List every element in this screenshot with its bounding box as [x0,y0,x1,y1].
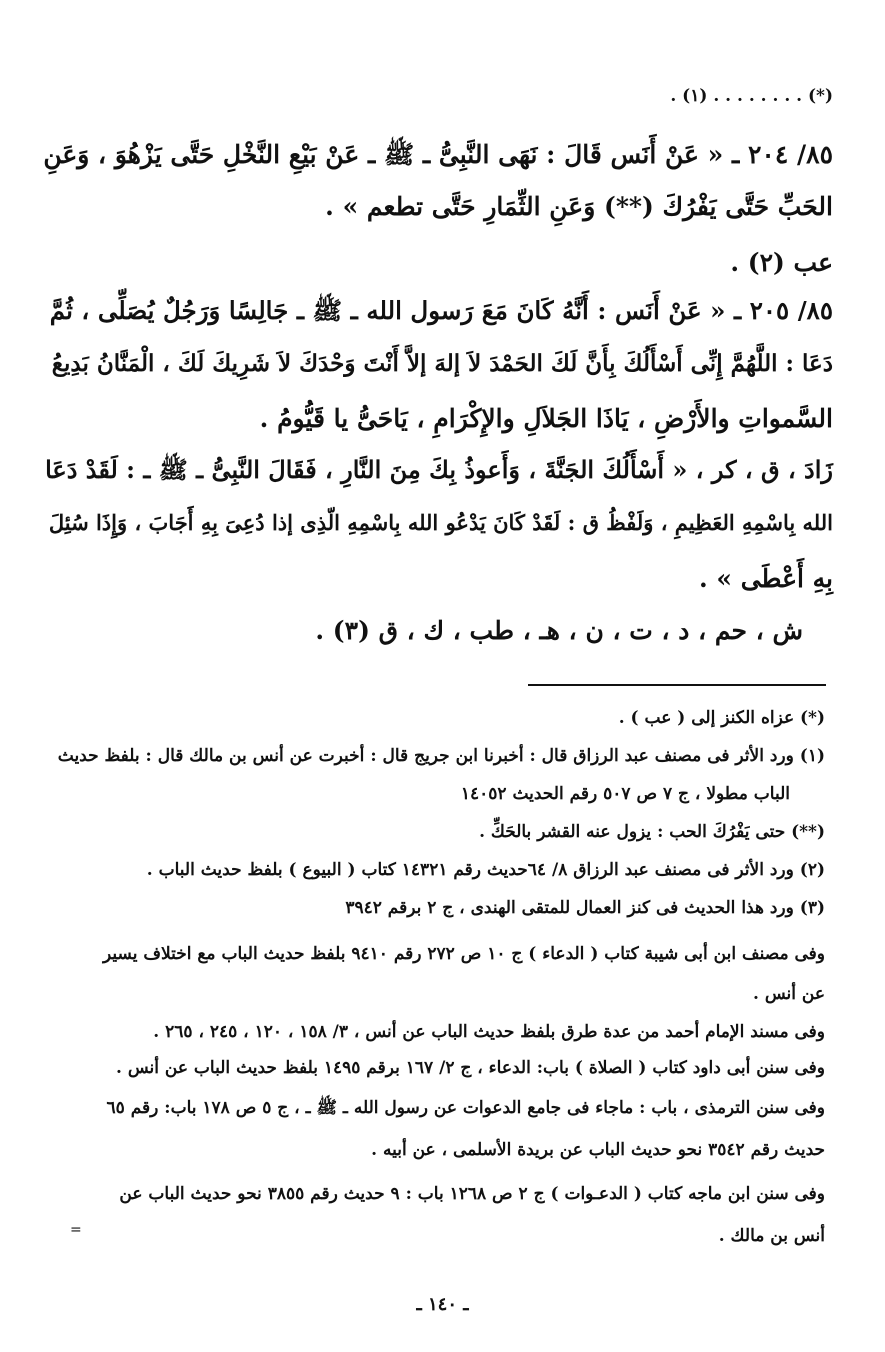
footnote-line-14: أنس بن مالك . [718,1226,825,1246]
footnote-separator [528,684,826,686]
footnote-line-8: عن أنس . [753,984,825,1004]
footnote-line-3: الباب مطولا ، ج ٧ ص ٥٠٧ رقم الحديث ١٤٠٥٢ [460,784,790,804]
text-line-6: دَعَا : اللَّهُمَّ إِنِّى أَسْأَلُكَ بِأَنَّ لَكَ الحَمْدَ لاَ إلهَ إلاَّ أَنْتَ وَحْدَكَ لاَ شَرِيكَ لَكَ ، الْمَنَّانُ بَدِيعُ [51,350,833,377]
footnote-line-5: (٢) ورد الأثر فى مصنف عبد الرزاق ٨/ ٦٤حديث رقم ١٤٣٢١ كتاب ( البيوع ) بلفظ حديث الباب . [146,860,825,880]
text-line-3: الحَبِّ حَتَّى يَفْرُكَ (**) وَعَنِ الثِّمَارِ حَتَّى تطعم » . [325,192,833,221]
page-number: ـ ١٤٠ ـ [416,1294,469,1315]
text-line-9: الله بِاسْمِهِ العَظِيمِ ، وَلَفْظُ ق : لَقَدْ كَانَ يَدْعُو الله بِاسْمِهِ الّذِى إذا دُعِىَ بِهِ أَجَابَ ، وَإِذَا سُئِلَ [48,510,833,535]
footnote-line-4: (**) حتى يَفْرُكَ الحب : يزول عنه القشر بالحَكِّ . [479,822,825,842]
text-line-11: ش ، حم ، د ، ت ، ن ، هـ ، طب ، ك ، ق (٣) . [315,616,803,645]
text-line-10: بِهِ أَعْطَى » . [698,564,833,593]
text-line-5: ٨٥/ ٢٠٥ ـ « عَنْ أَنَس : أَنَّهُ كَانَ مَعَ رَسول الله ـ ﷺ ـ جَالِسًا وَرَجُلٌ يُصَلِّى ، ثُمَّ [49,296,833,325]
footnote-line-7: وفى مصنف ابن أبى شيبة كتاب ( الدعاء ) ج ١٠ ص ٢٧٢ رقم ٩٤١٠ بلفظ حديث الباب مع اختلاف يسير [103,944,825,964]
footnote-line-6: (٣) ورد هذا الحديث فى كنز العمال للمتقى الهندى ، ج ٢ برقم ٣٩٤٢ [345,898,825,918]
footnote-line-1: (*) عزاه الكنز إلى ( عب ) . [618,708,825,728]
footnote-line-2: (١) ورد الأثر فى مصنف عبد الرزاق قال : أخبرنا ابن جريج قال : أخبرت عن أنس بن مالك قال : بلفظ حديث [57,746,825,766]
footnote-line-12: حديث رقم ٣٥٤٢ نحو حديث الباب عن بريدة الأسلمى ، عن أبيه . [371,1140,825,1160]
margin-mark: = [70,1222,82,1238]
text-line-7: السَّمواتِ والأَرْضِ ، يَاذَا الجَلاَلِ والإِكْرَامِ ، يَاحَىُّ يا قَيُّومُ . [259,404,833,433]
text-line-2: ٨٥/ ٢٠٤ ـ « عَنْ أَنَس قَالَ : نَهَى النَّبِىُّ ـ ﷺ ـ عَنْ بَيْعِ النَّخْلِ حَتَّى يَزْهُوَ ، وَعَنِ [43,140,833,169]
footnote-line-9: وفى مسند الإمام أحمد من عدة طرق بلفظ حديث الباب عن أنس ، ٣/ ١٥٨ ، ١٢٠ ، ٢٤٥ ، ٢٦٥ . [153,1022,825,1042]
footnote-line-13: وفى سنن ابن ماجه كتاب ( الدعـوات ) ج ٢ ص ١٢٦٨ باب : ٩ حديث رقم ٣٨٥٥ نحو حديث الباب عن [119,1184,825,1204]
text-line-4: عب (٢) . [730,248,833,277]
text-line-8: زَادَ ، ق ، كر ، « أَسْأَلُكَ الجَنَّةَ ، وَأَعوذُ بِكَ مِنَ النَّارِ ، فَقَالَ النَّبِىُّ ـ ﷺ ـ : لَقَدْ دَعَا [45,455,833,484]
footnote-line-10: وفى سنن أبى داود كتاب ( الصلاة ) باب: الدعاء ، ج ٢/ ١٦٧ برقم ١٤٩٥ بلفظ حديث الباب عن أنس . [116,1058,825,1078]
footnote-line-11: وفى سنن الترمذى ، باب : ماجاء فى جامع الدعوات عن رسول الله ـ ﷺ ـ ، ج ٥ ص ١٧٨ باب: رقم ٦٥ [106,1098,825,1118]
text-line-1: (*) . . . . . . . . (١) . [670,86,833,106]
